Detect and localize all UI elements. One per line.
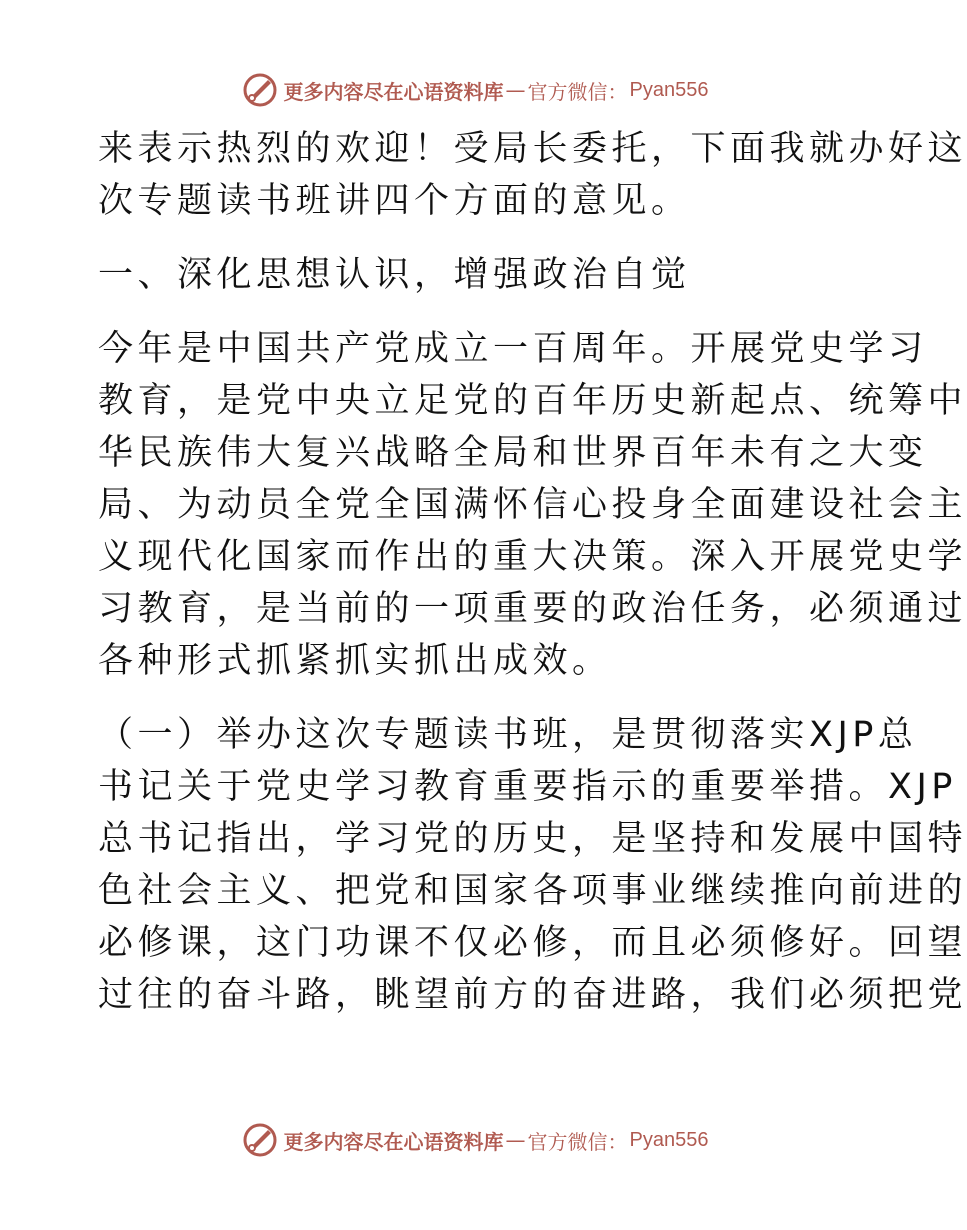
brand-logo-icon bbox=[242, 1122, 278, 1158]
banner-separator: — bbox=[505, 78, 526, 102]
banner-wechat-id: Pyan556 bbox=[629, 1128, 709, 1151]
banner-wechat-label: 官方微信： bbox=[527, 79, 628, 104]
heading-line: 一、深化思想认识，增强政治自觉 bbox=[98, 255, 691, 295]
banner-brand-text: 更多内容尽在心语资料库 bbox=[283, 1129, 504, 1154]
text-line: 今年是中国共产党成立一百周年。开展党史学习 bbox=[98, 329, 928, 369]
text-line: 华民族伟大复兴战略全局和世界百年未有之大变 bbox=[98, 433, 928, 473]
document-body bbox=[98, 123, 967, 1021]
text-line: 过往的奋斗路，眺望前方的奋进路，我们必须把党 bbox=[98, 975, 967, 1015]
text-line: 色社会主义、把党和国家各项事业继续推向前进的 bbox=[98, 871, 967, 911]
brand-logo-icon bbox=[242, 72, 278, 108]
text-line: 各种形式抓紧抓实抓出成效。 bbox=[98, 641, 612, 681]
text-line: 书记关于党史学习教育重要指示的重要举措。XJP bbox=[98, 767, 957, 807]
banner-wechat-label: 官方微信： bbox=[527, 1129, 628, 1154]
banner-wechat-id: Pyan556 bbox=[629, 78, 709, 101]
paragraph-subsection-one bbox=[98, 709, 967, 1021]
text-line: 习教育，是当前的一项重要的政治任务，必须通过 bbox=[98, 589, 967, 629]
text-line: 教育，是党中央立足党的百年历史新起点、统筹中 bbox=[98, 381, 967, 421]
banner-brand-text: 更多内容尽在心语资料库 bbox=[283, 79, 504, 104]
text-line: 局、为动员全党全国满怀信心投身全面建设社会主 bbox=[98, 485, 967, 525]
paragraph-intro bbox=[98, 123, 967, 227]
section-heading bbox=[98, 249, 858, 301]
footer-banner bbox=[0, 1122, 950, 1158]
text-line: 次专题读书班讲四个方面的意见。 bbox=[98, 181, 691, 221]
text-line: 来表示热烈的欢迎！受局长委托，下面我就办好这 bbox=[98, 129, 967, 169]
paragraph-centenary bbox=[98, 323, 967, 687]
banner-separator: — bbox=[505, 1128, 526, 1152]
text-line: 义现代化国家而作出的重大决策。深入开展党史学 bbox=[98, 537, 967, 577]
header-banner bbox=[0, 72, 950, 108]
text-line: 必修课，这门功课不仅必修，而且必须修好。回望 bbox=[98, 923, 967, 963]
text-line: 总书记指出，学习党的历史，是坚持和发展中国特 bbox=[98, 819, 967, 859]
text-line: （一）举办这次专题读书班，是贯彻落实XJP总 bbox=[98, 715, 918, 755]
